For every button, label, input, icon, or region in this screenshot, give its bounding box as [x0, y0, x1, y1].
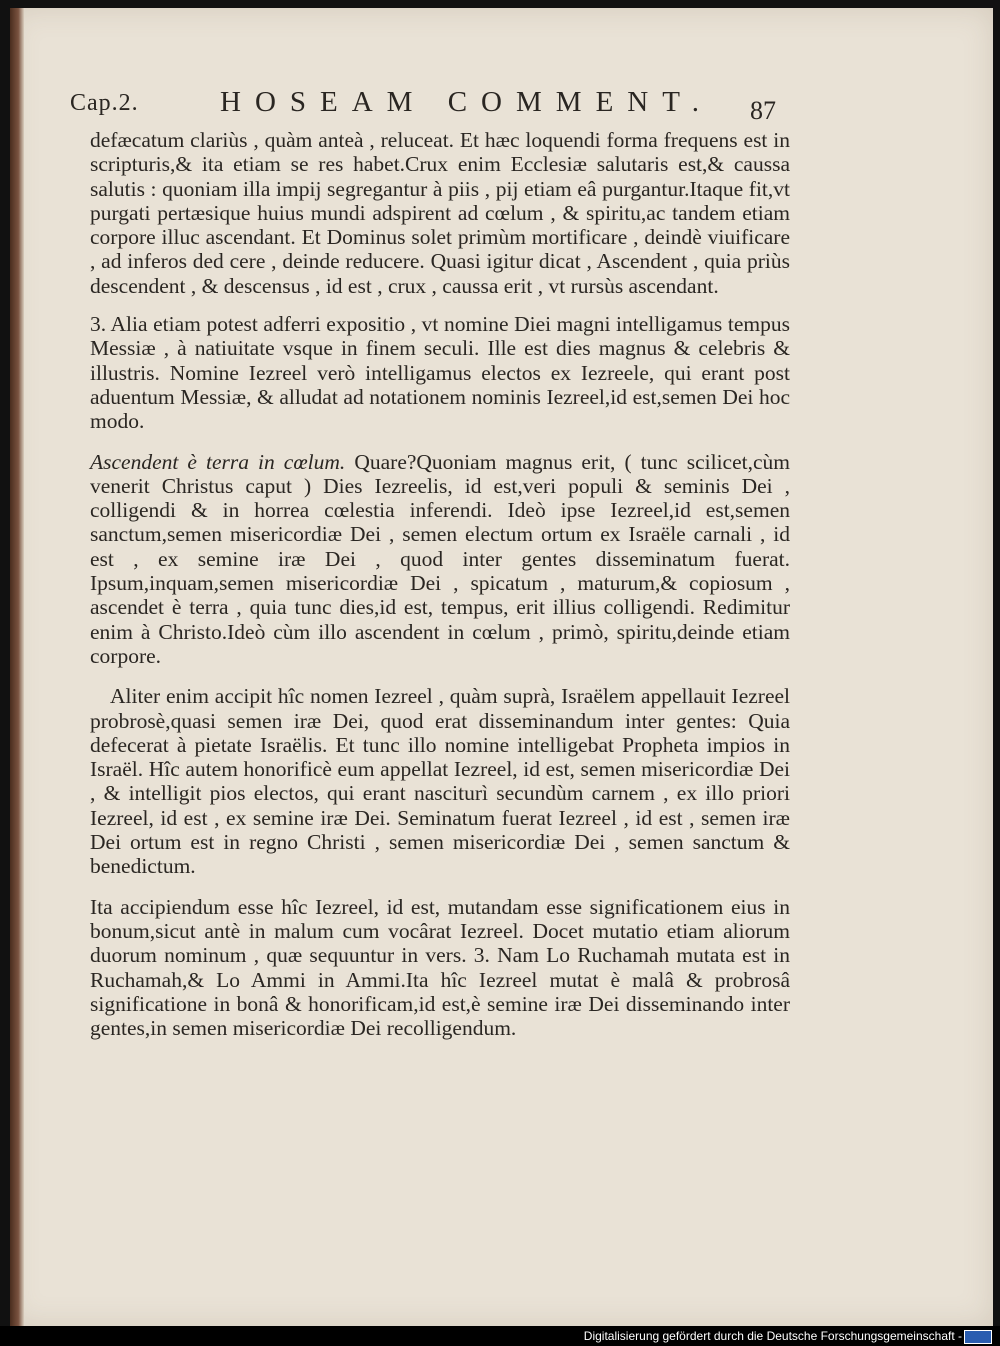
- dfg-logo-icon: [964, 1330, 992, 1344]
- funding-credit: Digitalisierung gefördert durch die Deutsche Forschungsgemeinschaft -: [583, 1329, 962, 1343]
- paragraph: 3. Alia etiam potest adferri expositio , vt nomine Diei magni intelligamus tempus Messiæ , à natiuitate vsque in finem seculi. Ille est dies magnus & celebris & illustris. Nomine Iezreel verò intelligamus electos ex Iezreele, qui erant post aduentum Messiæ, & alludat ad notationem nominis Iezreel,id est,semen Dei hoc modo.: [90, 312, 790, 434]
- binding-edge: [10, 8, 24, 1326]
- paragraph: Aliter enim accipit hîc nomen Iezreel , quàm suprà, Israëlem appellauit Iezreel probrosè,quasi semen iræ Dei, quod erat disseminandum inter gentes: Quia defecerat à pietate Israëlis. Et tunc illo nomine intelligebat Propheta impios in Israël. Hîc autem honorificè eum appellat Iezreel, id est, semen misericordiæ Dei , & intelligit pios electos, qui erant nasciturì secundùm carnem , ex illo priori Iezreel, id est , ex semine iræ Dei. Seminatum fuerat Iezreel , id est , semen iræ Dei ortum est in regno Christi , semen misericordiæ Dei , semen sanctum & benedictum.: [90, 684, 790, 879]
- running-title: HOSEAM COMMENT.: [220, 86, 714, 118]
- paragraph: defæcatum clariùs , quàm anteà , reluceat. Et hæc loquendi forma frequens est in scripturis,& ita etiam se res habet.Crux enim Ecclesiæ salutaris est,& caussa salutis : quoniam illa impij segregantur à piis , pij etiam eâ purgantur.Itaque fit,vt purgati pertæsique huius mundi adspirent ad cœlum , & spiritu,ac tandem etiam corpore illuc ascendant. Et Dominus solet primùm mortificare , deindè viuificare , ad inferos ded cere , deinde reducere. Quasi igitur dicat , Ascendent , quia priùs descendent , & descensus , id est , crux , caussa erit , vt rursùs ascendant.: [90, 128, 790, 298]
- footer-bar: [0, 1326, 1000, 1346]
- body-text: [90, 128, 790, 1040]
- chapter-label: Cap.2.: [70, 90, 139, 116]
- running-header: [70, 86, 790, 130]
- paragraph: Ita accipiendum esse hîc Iezreel, id est, mutandam esse significationem eius in bonum,sicut antè in malum cum vocârat Iezreel. Docet mutatio etiam aliorum duorum nominum , quæ sequuntur in vers. 3. Nam Lo Ruchamah mutata est in Ruchamah,& Lo Ammi in Ammi.Ita hîc Iezreel mutat è malâ & probrosâ significatione in bonâ & honorificam,id est,è semine iræ Dei disseminando inter gentes,in semen misericordiæ Dei recolligendum.: [90, 894, 790, 1041]
- paragraph: [90, 450, 790, 669]
- book-page: [10, 8, 993, 1326]
- paragraph-text: Quare?Quoniam magnus erit, ( tunc scilicet,cùm venerit Christus caput ) Dies Iezreelis, id est,veri populi & seminis Dei , colligendi & in horrea cœlestia inferendi. Ideò ipse Iezreel,id est,semen sanctum,semen misericordiæ Dei , semen electum ortum ex Israële carnali , id est , ex semine iræ Dei , quod inter gentes disseminatum fuerat. Ipsum,inquam,semen misericordiæ Dei , spicatum , maturum,& copiosum , ascendet è terra , quia tunc dies,id est, tempus, erit illius colligendi. Redimitur enim à Christo.Ideò cùm illo ascendent in cœlum , primò, spiritu,deinde etiam corpore.: [90, 449, 790, 668]
- lemma: Ascendent è terra in cœlum.: [90, 449, 346, 474]
- page-number: 87: [750, 96, 776, 125]
